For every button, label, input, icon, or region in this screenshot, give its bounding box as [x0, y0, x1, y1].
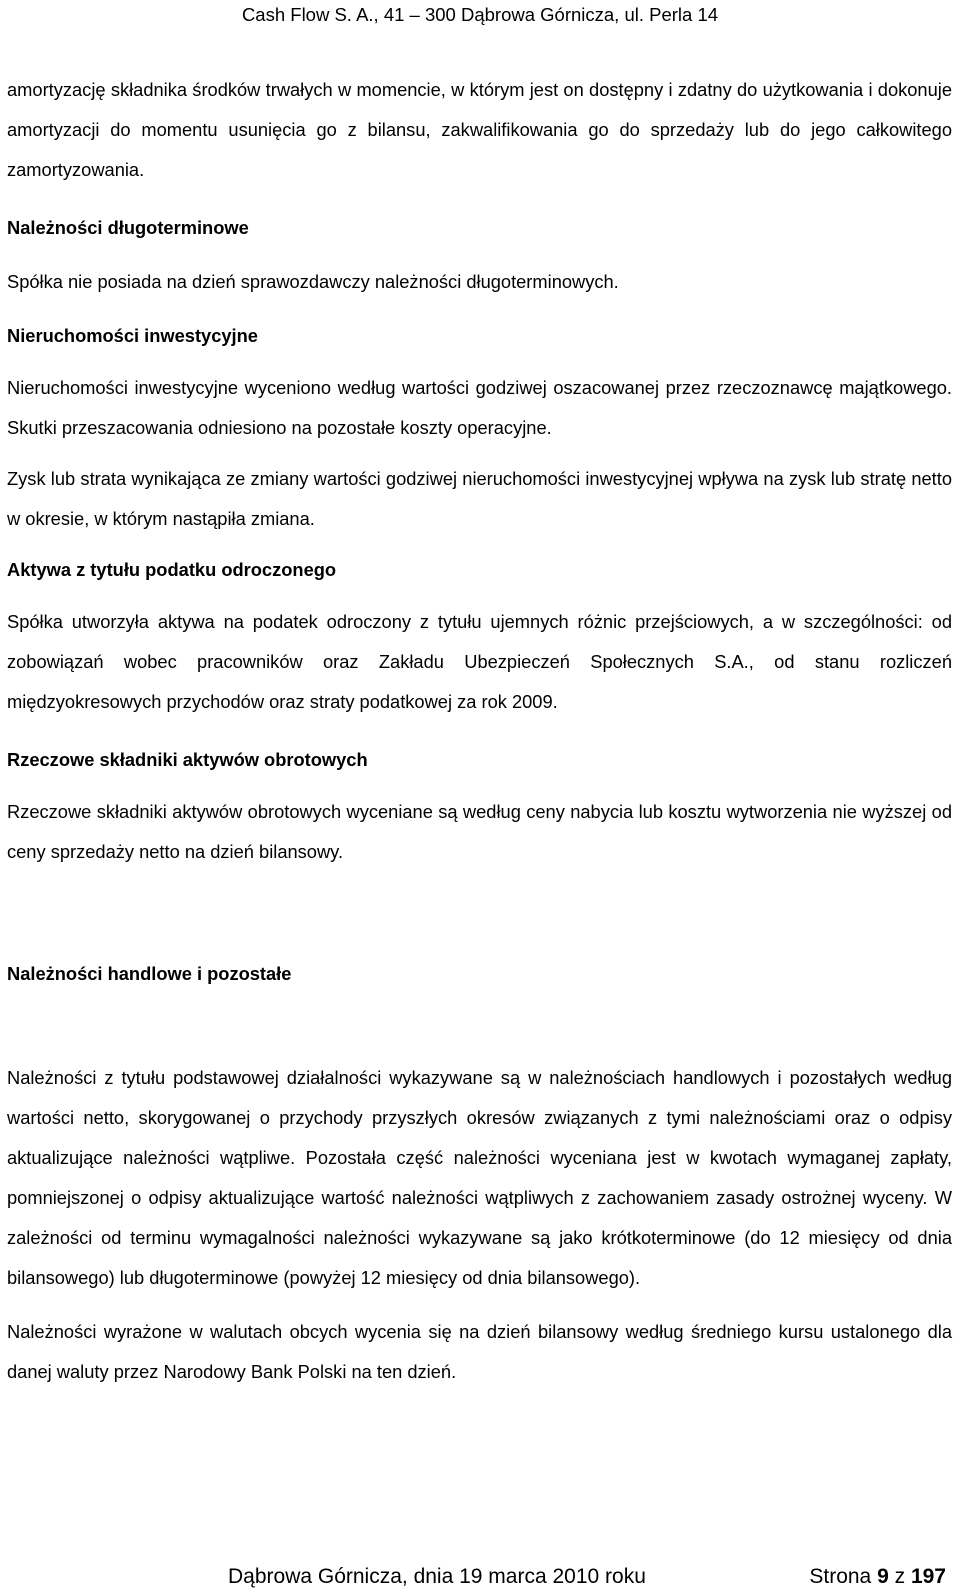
page-number	[809, 1562, 946, 1592]
investment-property-paragraph-1: Nieruchomości inwestycyjne wyceniono według wartości godziwej oszacowanej przez rzeczoznawcę majątkowego. Skutki przeszacowania odniesiono na pozostałe koszty operacyjne.	[7, 377, 952, 438]
investment-property-paragraph-2: Zysk lub strata wynikająca ze zmiany wartości godziwej nieruchomości inwestycyjnej wpływa na zysk lub stratę netto w okresie, w którym nastąpiła zmiana.	[7, 468, 952, 529]
document-body	[7, 70, 952, 1392]
deferred-tax-paragraph: Spółka utworzyła aktywa na podatek odroczony z tytułu ujemnych różnic przejściowych, a w szczególności: od zobowiązań wobec pracowników oraz Zakładu Ubezpieczeń Społecznych S.A., od stanu rozliczeń międzyokresowych przychodów oraz straty podatkowej za rok 2009.	[7, 611, 952, 712]
page-footer	[0, 1562, 960, 1592]
page-header: Cash Flow S. A., 41 – 300 Dąbrowa Górnicza, ul. Perla 14	[241, 4, 719, 25]
intro-paragraph: amortyzację składnika środków trwałych w momencie, w którym jest on dostępny i zdatny do użytkowania i dokonuje amortyzacji do momentu usunięcia go z bilansu, zakwalifikowania go do sprzedaży lub do jego całkowitego zamortyzowania.	[7, 79, 952, 180]
current-assets-paragraph: Rzeczowe składniki aktywów obrotowych wyceniane są według ceny nabycia lub kosztu wytworzenia nie wyższej od ceny sprzedaży netto na dzień bilansowy.	[7, 801, 952, 862]
page-label: Strona	[809, 1565, 872, 1588]
page-current: 9	[877, 1565, 889, 1588]
trade-receivables-paragraph-1: Należności z tytułu podstawowej działalności wykazywane są w należnościach handlowych i pozostałych według wartości netto, skorygowanej o przychody przyszłych okresów związanych z tymi należnościami oraz o odpisy aktualizujące należności wątpliwe. Pozostała część należności wyceniana jest w kwotach wymaganej zapłaty, pomniejszonej o odpisy aktualizujące wartość należności wątpliwych z zachowaniem zasady ostrożnej wyceny. W zależności od terminu wymagalności należności wykazywane są jako krótkoterminowe (do 12 miesięcy od dnia bilansowego) lub długoterminowe (powyżej 12 miesięcy od dnia bilansowego).	[7, 1067, 952, 1288]
heading-deferred-tax: Aktywa z tytułu podatku odroczonego	[7, 559, 337, 580]
trade-receivables-paragraph-2: Należności wyrażone w walutach obcych wycenia się na dzień bilansowy według średniego kursu ustalonego dla danej waluty przez Narodowy Bank Polski na ten dzień.	[7, 1321, 952, 1382]
footer-place-date: Dąbrowa Górnicza, dnia 19 marca 2010 roku	[228, 1565, 646, 1588]
page-sep: z	[894, 1565, 906, 1588]
page-total: 197	[910, 1565, 946, 1588]
long-receivables-paragraph: Spółka nie posiada na dzień sprawozdawczy należności długoterminowych.	[7, 271, 619, 292]
heading-trade-receivables: Należności handlowe i pozostałe	[7, 963, 292, 984]
heading-current-assets: Rzeczowe składniki aktywów obrotowych	[7, 749, 368, 770]
heading-investment-property: Nieruchomości inwestycyjne	[7, 325, 258, 346]
heading-long-receivables: Należności długoterminowe	[7, 217, 249, 238]
